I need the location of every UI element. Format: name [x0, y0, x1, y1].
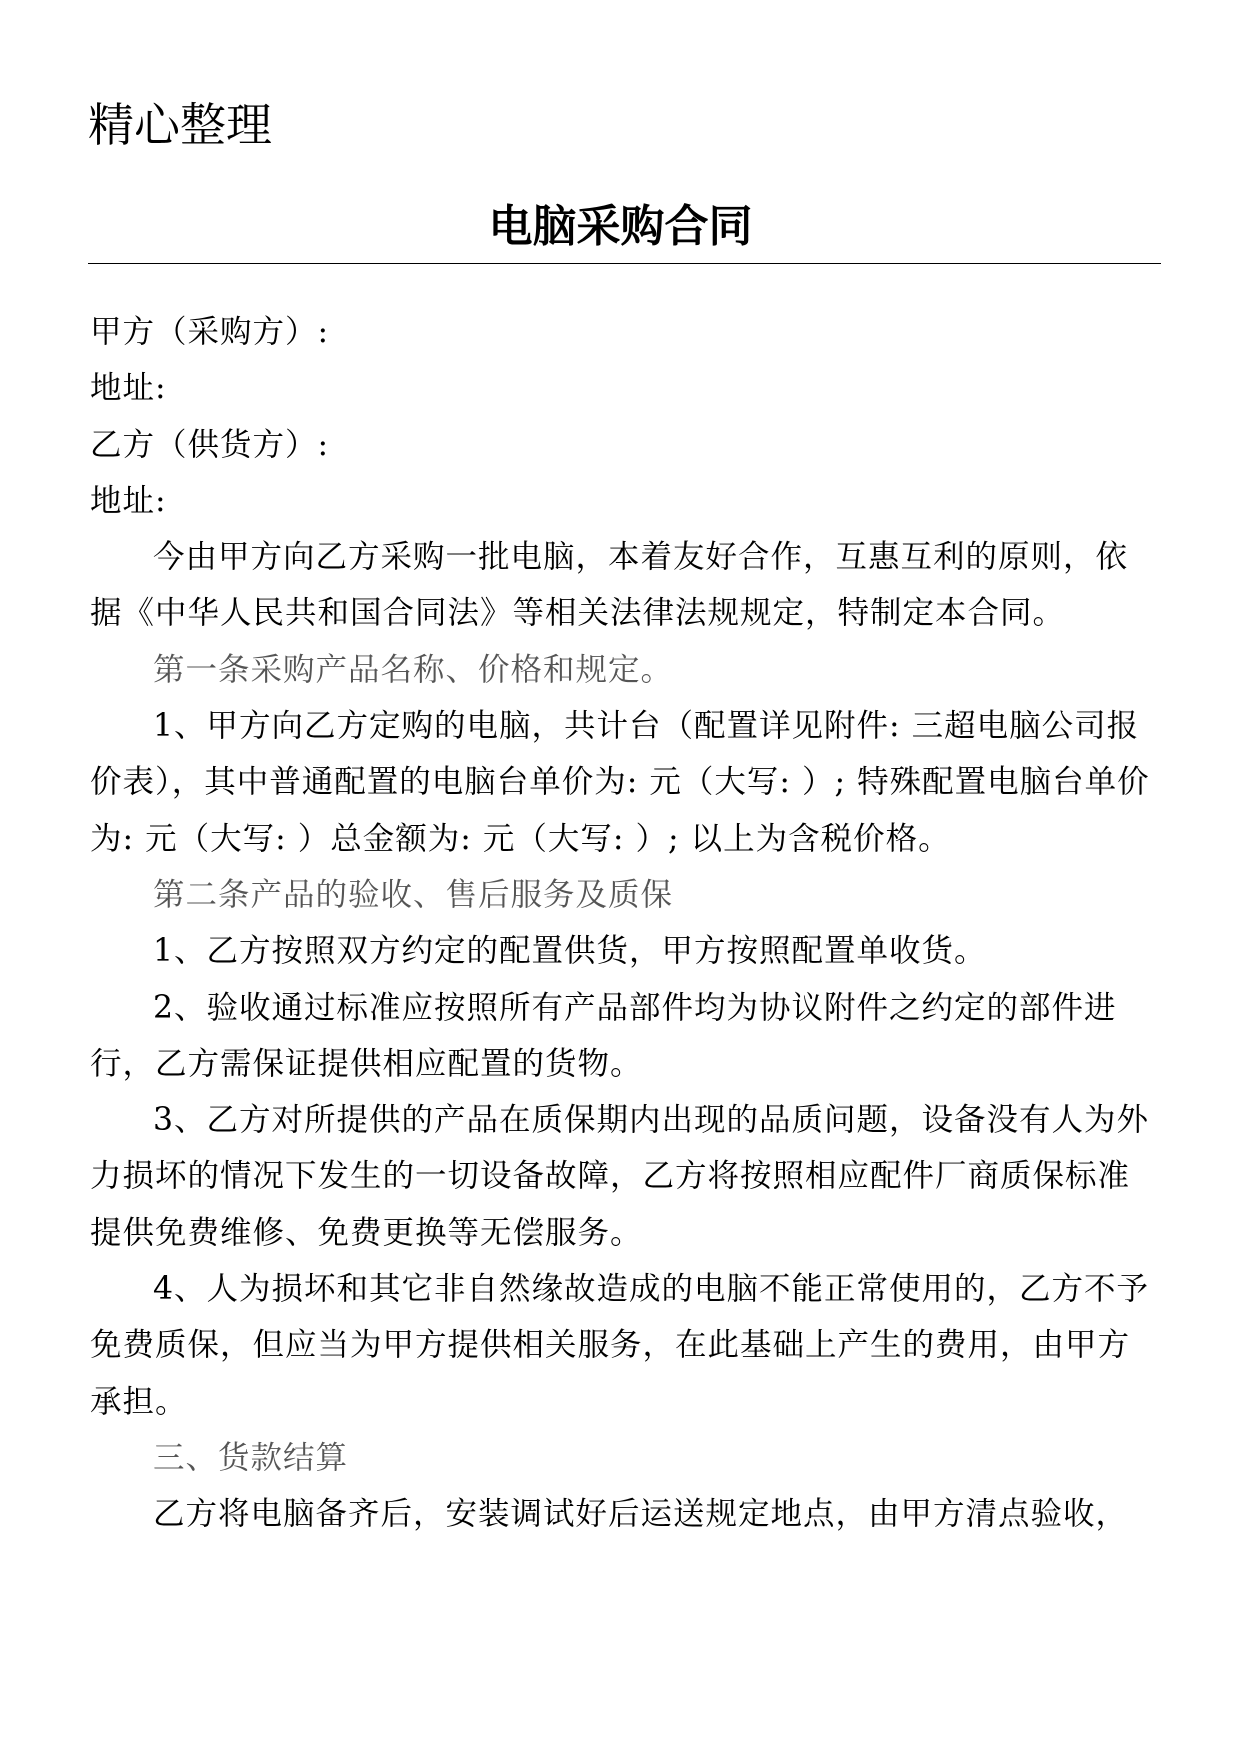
section-heading-article-1: 第一条采购产品名称、价格和规定。 — [153, 651, 674, 688]
party-a-line: 甲方（采购方）: — [90, 314, 330, 350]
clause-2-3: 3、乙方对所提供的产品在质保期内出现的品质问题，设备没有人为外力损坏的情况下发生的一切设备故障，乙方将按照相应配件厂商质保标准提供免费维修、免费更换等无偿服务。 — [90, 1102, 1150, 1251]
party-b-address: 地址: — [90, 482, 167, 519]
preamble-paragraph: 今由甲方向乙方采购一批电脑，本着友好合作，互惠互利的原则，依据《中华人民共和国合同法》等相关法律法规规定，特制定本合同。 — [90, 539, 1129, 632]
document-title: 电脑采购合同 — [488, 201, 753, 252]
party-a-address: 地址: — [90, 370, 167, 407]
contract-body — [90, 304, 1157, 1543]
clause-1-1: 1、甲方向乙方定购的电脑，共计台（配置详见附件: 三超电脑公司报价表），其中普通配置的电脑台单价为: 元（大写: ）; 特殊配置电脑台单价为: 元（大写: ）总金额为: 元（大写: ）; 以上为含税价格。 — [90, 708, 1150, 857]
section-heading-payment: 三、货款结算 — [153, 1439, 349, 1476]
clause-2-1: 1、乙方按照双方约定的配置供货，甲方按照配置单收货。 — [153, 933, 987, 970]
clause-3-1: 乙方将电脑备齐后，安装调试好后运送规定地点，由甲方清点验收， — [153, 1496, 1129, 1533]
header-mark: 精心整理 — [88, 98, 272, 152]
section-heading-article-2: 第二条产品的验收、售后服务及质保 — [153, 876, 674, 913]
clause-2-4: 4、人为损坏和其它非自然缘故造成的电脑不能正常使用的，乙方不予免费质保，但应当为甲方提供相关服务，在此基础上产生的费用，由甲方承担。 — [90, 1271, 1150, 1420]
title-divider — [88, 263, 1161, 264]
clause-2-2: 2、验收通过标准应按照所有产品部件均为协议附件之约定的部件进行，乙方需保证提供相应配置的货物。 — [90, 989, 1117, 1082]
party-b-line: 乙方（供货方）: — [90, 426, 330, 463]
